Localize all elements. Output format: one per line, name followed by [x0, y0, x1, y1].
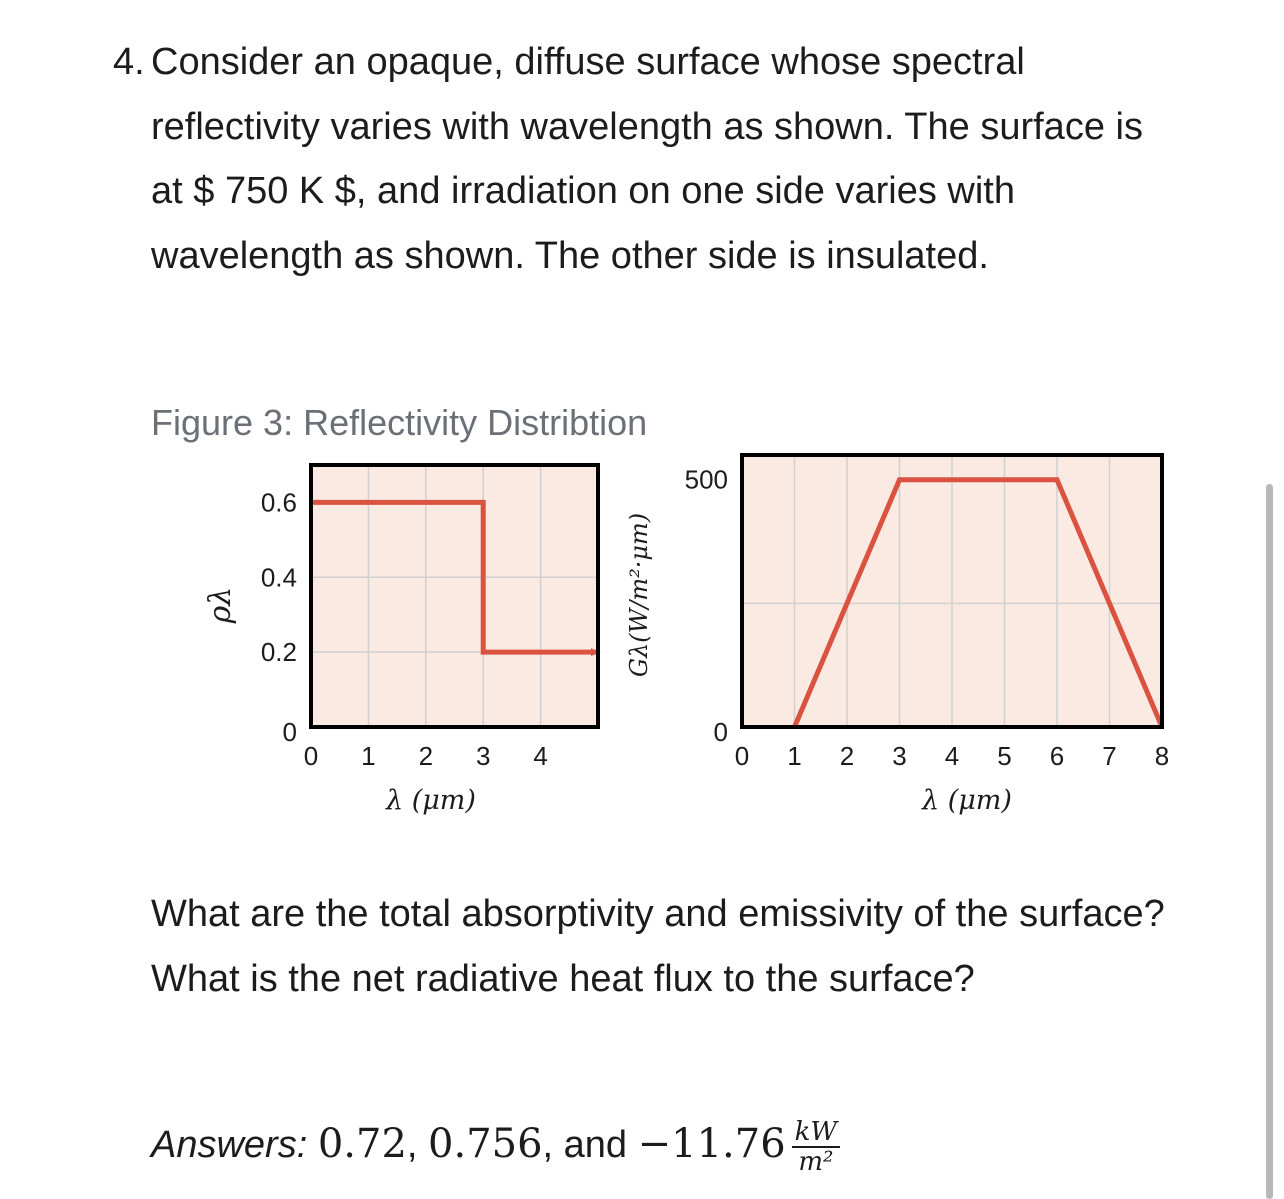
answer-separator: ,	[406, 1124, 418, 1167]
problem-number: 4.	[113, 41, 145, 83]
scrollbar[interactable]	[1266, 484, 1273, 1199]
y-tick-label: 0.2	[260, 637, 297, 668]
x-tick-label: 3	[475, 741, 491, 771]
x-tick-label: 0	[734, 741, 750, 771]
answers-label: Answers:	[151, 1124, 308, 1167]
x-tick-label: 4	[533, 741, 548, 771]
y-axis-label: Gλ(W/m²·μm)	[625, 512, 653, 678]
x-tick-label: 3	[892, 741, 907, 771]
y-tick-label: 0.6	[260, 487, 297, 518]
x-tick-label: 0	[303, 741, 319, 771]
x-axis-label: λ (μm)	[922, 785, 1012, 816]
unit-denominator: m²	[798, 1147, 834, 1177]
answer-emissivity: 0.756	[428, 1121, 543, 1168]
x-tick-label: 1	[787, 741, 802, 771]
problem-text: Consider an opaque, diffuse surface whose spectral reflectivity varies with wavelength as shown. The surface is at $ 750 K $, and irradiation on one side varies with wavelength as shown. The other side is insulated.	[151, 41, 1143, 277]
figure-caption: Figure 3: Reflectivity Distribtion	[151, 402, 648, 443]
x-tick-label: 5	[997, 741, 1012, 771]
x-tick-label: 6	[1049, 741, 1065, 771]
x-tick-label: 2	[839, 741, 855, 771]
irradiation-chart	[625, 455, 1169, 816]
x-tick-label: 4	[944, 741, 960, 771]
x-axis-label: λ (μm)	[386, 785, 476, 816]
answers-line	[151, 1118, 840, 1176]
y-tick-label: 0.4	[260, 562, 297, 593]
question-text: What are the total absorptivity and emissivity of the surface? What is the net radiative heat flux to the surface?	[151, 893, 1165, 1000]
reflectivity-chart	[203, 465, 598, 816]
x-tick-label: 2	[418, 741, 434, 771]
y-axis-label: ρλ	[203, 586, 238, 624]
figure-3	[150, 445, 1190, 825]
x-tick-label: 1	[361, 741, 376, 771]
y-tick-label: 500	[684, 464, 728, 495]
answer-unit	[792, 1118, 840, 1176]
y-tick-label: 0	[282, 717, 297, 747]
unit-numerator: kW	[792, 1118, 840, 1148]
x-tick-label: 8	[1154, 741, 1170, 771]
y-tick-label: 0	[713, 717, 728, 747]
answer-conjunction: , and	[542, 1124, 628, 1167]
x-tick-label: 7	[1102, 741, 1117, 771]
answer-heat-flux: −11.76	[637, 1121, 786, 1168]
answer-absorptivity: 0.72	[317, 1121, 407, 1168]
